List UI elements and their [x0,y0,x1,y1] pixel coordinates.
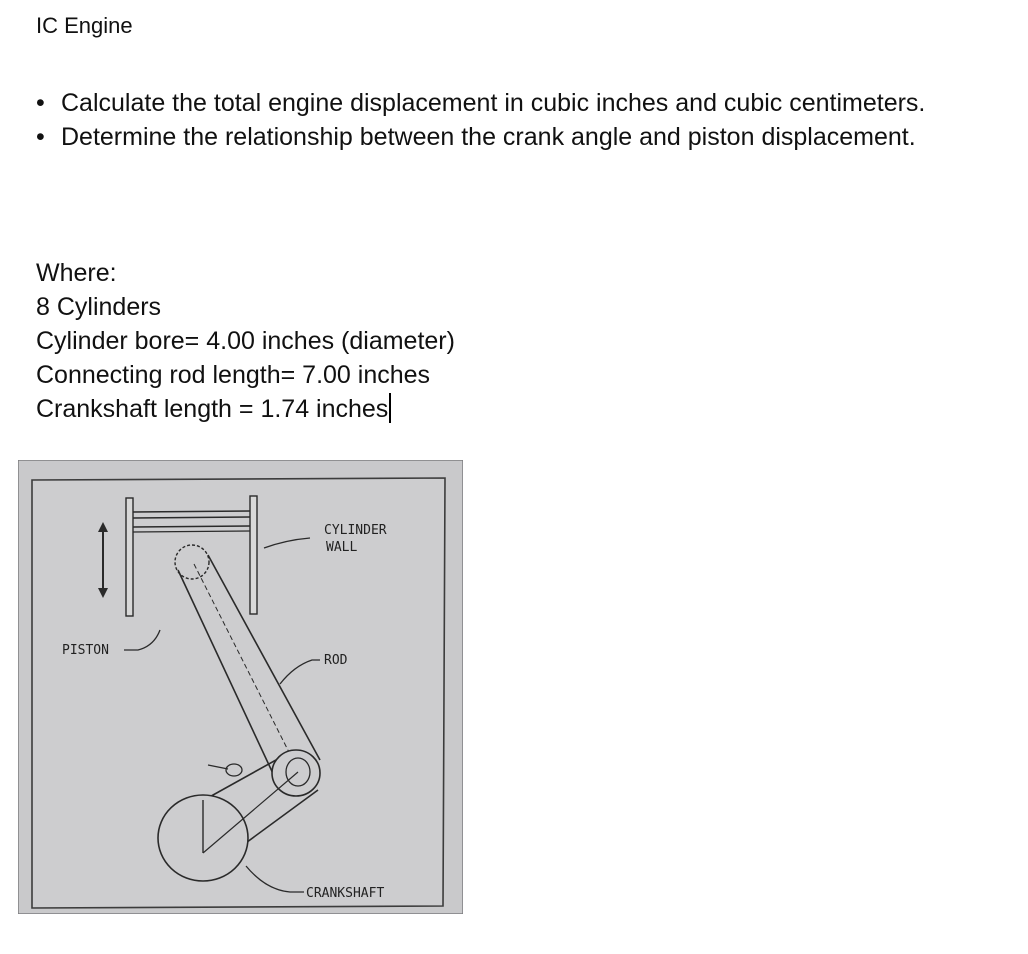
cylinder-head-line [133,511,250,512]
cylinder-head-line [133,526,250,527]
given-cylinders: 8 Cylinders [36,293,162,321]
label-rod: ROD [324,653,348,668]
given-crank-length-line[interactable] [36,392,455,426]
label-wall: WALL [326,540,358,555]
given-crank-length: Crankshaft length = 1.74 inches [36,395,389,423]
given-rod-length: Connecting rod length= 7.00 inches [36,361,431,389]
engine-diagram [18,460,463,914]
bullet-icon: • [36,123,45,151]
task-item [36,86,936,120]
task-list [36,86,936,154]
given-bore: Cylinder bore= 4.00 inches (diameter) [36,327,455,355]
where-heading: Where: [36,259,117,287]
label-piston: PISTON [62,643,109,658]
task-text: Determine the relationship between the crank angle and piston displacement. [61,123,916,151]
bullet-icon: • [36,89,45,117]
document-title: IC Engine [36,13,133,38]
task-text: Calculate the total engine displacement in cubic inches and cubic centimeters. [61,89,926,117]
cylinder-wall-left [126,498,133,616]
cylinder-head-line [133,517,250,518]
engine-diagram-photo [18,460,463,914]
text-cursor [389,393,391,423]
cylinder-wall-right [250,496,257,614]
given-values [36,256,455,426]
label-cylinder: CYLINDER [324,523,387,538]
task-item [36,120,936,154]
label-crankshaft: CRANKSHAFT [306,886,385,901]
